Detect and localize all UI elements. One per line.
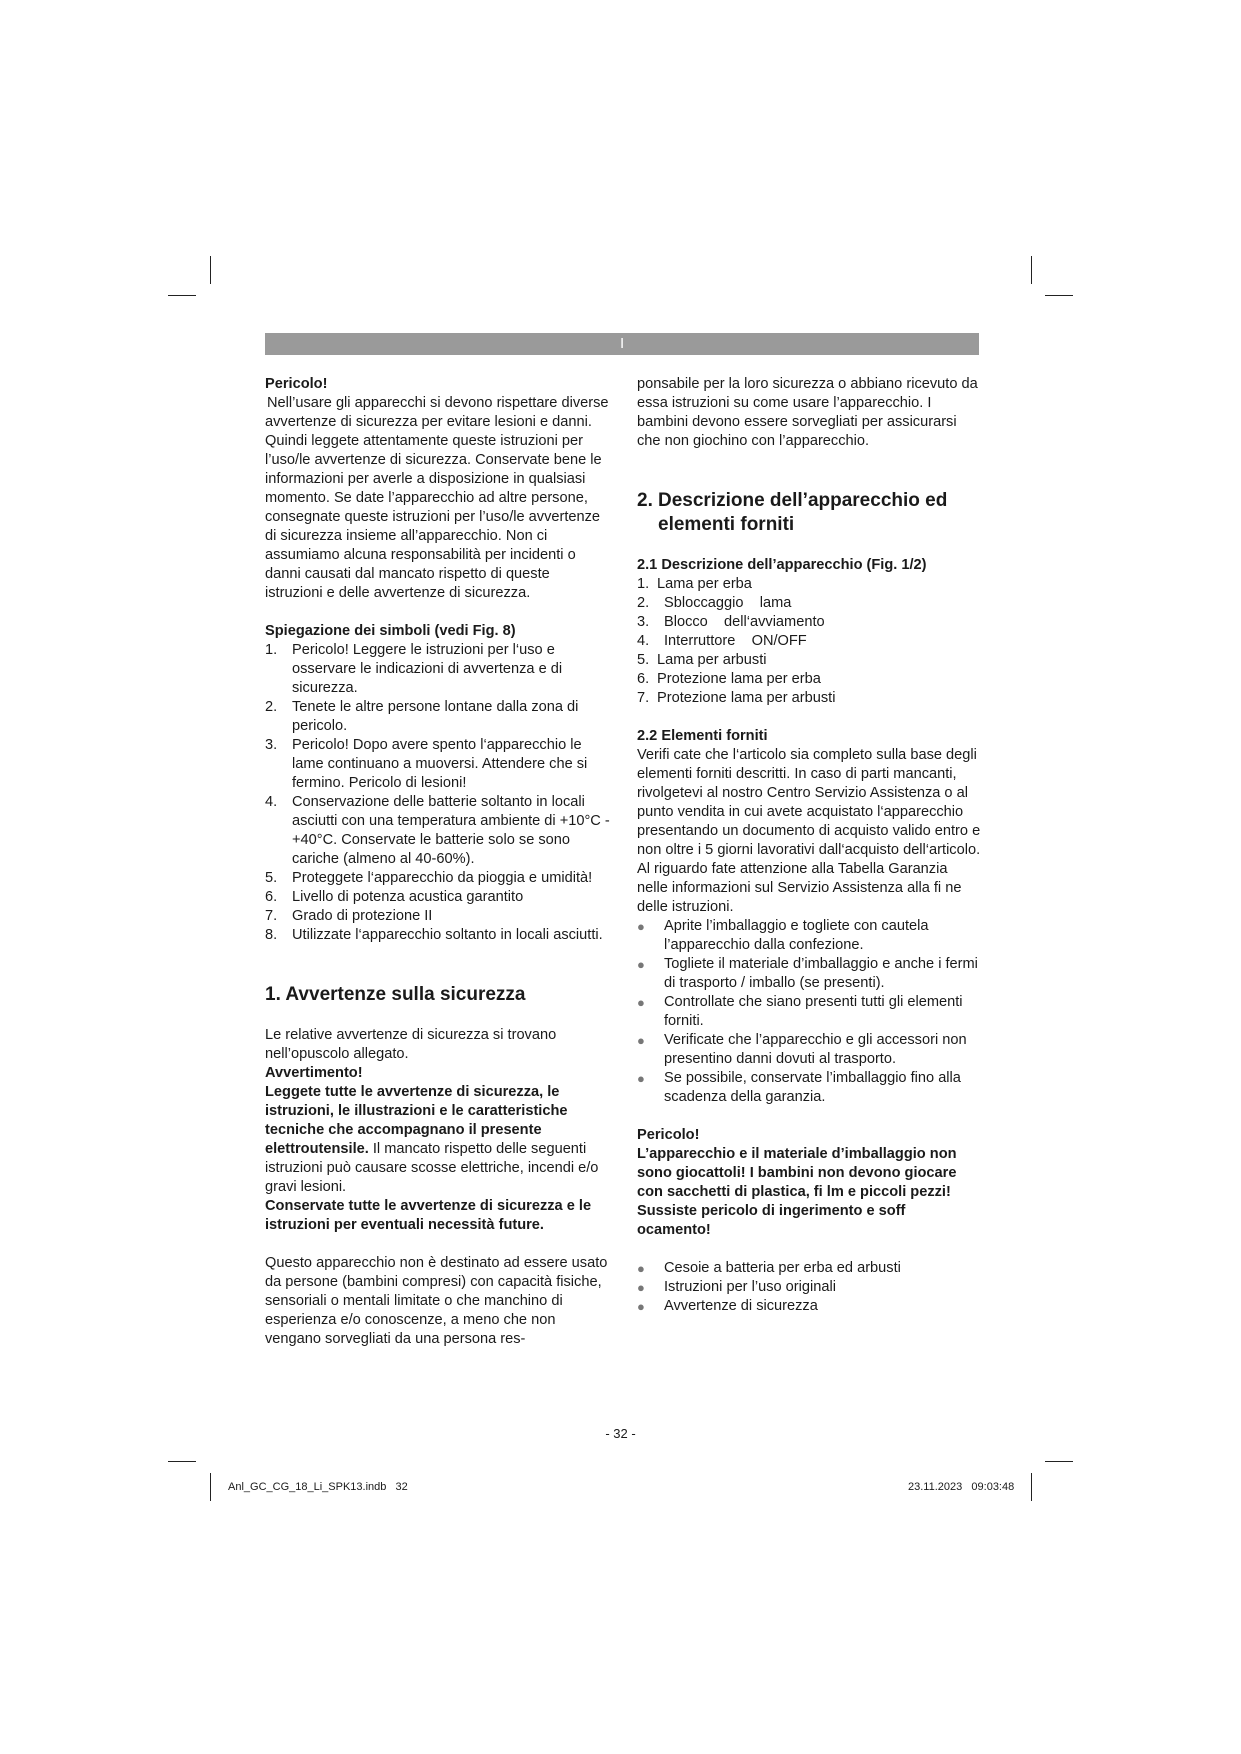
list-item: 5. Lama per arbusti	[637, 652, 767, 668]
crop-mark	[1045, 295, 1073, 296]
symbols-list	[265, 641, 610, 945]
left-column	[265, 375, 610, 1349]
list-item: ● Cesoie a batteria per erba ed arbusti	[637, 1260, 901, 1276]
section1-heading: 1. Avvertenze sulla sicurezza	[265, 984, 526, 1005]
print-slug-file: Anl_GC_CG_18_Li_SPK13.indb 32	[228, 1481, 408, 1493]
list-item: ● Istruzioni per l’uso originali	[637, 1279, 836, 1295]
crop-mark	[210, 1473, 211, 1501]
list-item: 3. Blocco dell‘avviamento	[637, 614, 825, 630]
list-item: 7. Protezione lama per arbusti	[637, 690, 836, 706]
warning-title: Avvertimento!	[265, 1065, 363, 1081]
list-item: ● Aprite l’imballaggio e togliete con cautela l’apparecchio dalla confezione.	[637, 918, 929, 953]
danger-title: Pericolo!	[265, 376, 328, 392]
list-item: 2. Tenete le altre persone lontane dalla zona di pericolo.	[265, 699, 579, 734]
crop-mark	[1045, 1461, 1073, 1462]
section2-heading: 2. Descrizione dell’apparecchio ed elementi forniti	[637, 490, 948, 535]
list-item: 6. Protezione lama per erba	[637, 671, 821, 687]
sub21-title: 2.1 Descrizione dell’apparecchio (Fig. 1/2)	[637, 557, 927, 573]
language-tab: I	[620, 335, 625, 352]
sub22-text: Verifi cate che l‘articolo sia completo sulla base degli elementi forniti descritti. In caso di parti mancanti, rivolgetevi al nostro Centro Servizio Assistenza o al punto vendita in cui avete acquistato l‘apparecchio presentando un documento di acquisto valido entro e non oltre i 5 giorni lavorativi dall‘acquisto dell‘articolo. Al riguardo fate attenzione alla Tabella Garanzia nelle informazioni sul Servizio Assistenza alla fi ne delle istruzioni.	[637, 747, 981, 915]
danger-text: Nell’usare gli apparecchi si devono rispettare diverse avvertenze di sicurezza per evitare lesioni e danni. Quindi leggete attentamente queste istruzioni per l’uso/le avvertenze di sicurezza. Conservate bene le informazioni per averle a disposizione in qualsiasi momento. Se date l’apparecchio ad altre persone, consegnate queste istruzioni per l’uso/le avvertenze di sicurezza insieme all’apparecchio. Non ci assumiamo alcuna responsabilità per incidenti o danni causati dal mancato rispetto di queste istruzioni e delle avvertenze di sicurezza.	[265, 395, 609, 601]
crop-mark	[1031, 1473, 1032, 1501]
list-item: ● Controllate che siano presenti tutti gli elementi forniti.	[637, 994, 963, 1029]
list-item: ● Togliete il materiale d’imballaggio e anche i fermi di trasporto / imballo (se presenti).	[637, 956, 978, 991]
page-number: - 32 -	[605, 1426, 636, 1441]
bullet-icon: ●	[637, 919, 645, 934]
list-item: 6. Livello di potenza acustica garantito	[265, 889, 524, 905]
bullet-icon: ●	[637, 1261, 645, 1276]
list-item: 1. Pericolo! Leggere le istruzioni per l‘uso e osservare le indicazioni di avvertenza e di sicurezza.	[265, 642, 563, 696]
right-column	[637, 375, 982, 1316]
danger2-title: Pericolo!	[637, 1127, 700, 1143]
crop-mark	[210, 256, 211, 284]
list-item: 4. Interruttore ON/OFF	[637, 633, 807, 649]
list-item: ● Verificate che l’apparecchio e gli accessori non presentino danni dovuti al trasporto.	[637, 1032, 967, 1067]
bullet-icon: ●	[637, 1280, 645, 1295]
parts-list	[637, 575, 982, 708]
danger2-text: L’apparecchio e il materiale d’imballaggio non sono giocattoli! I bambini non devono giocare con sacchetti di plastica, fi lm e piccoli pezzi! Sussiste pericolo di ingerimento e soff ocamento!	[637, 1146, 957, 1238]
bullet-icon: ●	[637, 1299, 645, 1314]
warning-text: Leggete tutte le avvertenze di sicurezza, le istruzioni, le illustrazioni e le caratteristiche tecniche che accompagnano il presente elettroutensile. Il mancato rispetto delle seguenti istruzioni può causare scosse elettriche, incendi e/o gravi lesioni.	[265, 1084, 599, 1195]
crop-mark	[1031, 256, 1032, 284]
print-slug-date: 23.11.2023 09:03:48	[908, 1481, 1015, 1493]
list-item: 4. Conservazione delle batterie soltanto in locali asciutti con una temperatura ambiente di +10°C - +40°C. Conservate le batterie solo se sono cariche (almeno al 40-60%).	[265, 794, 610, 867]
crop-mark	[168, 1461, 196, 1462]
bullet-icon: ●	[637, 1071, 645, 1086]
list-item: 8. Utilizzate l‘apparecchio soltanto in locali asciutti.	[265, 927, 603, 943]
language-header-bar	[265, 333, 979, 355]
list-item: ● Avvertenze di sicurezza	[637, 1298, 818, 1314]
list-item: ● Se possibile, conservate l’imballaggio fino alla scadenza della garanzia.	[637, 1070, 961, 1105]
list-item: 1. Lama per erba	[637, 576, 752, 592]
list-item: 5. Proteggete l‘apparecchio da pioggia e umidità!	[265, 870, 593, 886]
list-item: 7. Grado di protezione II	[265, 908, 433, 924]
list-item: 3. Pericolo! Dopo avere spento l‘apparecchio le lame continuano a muoversi. Attendere che si fermino. Pericolo di lesioni!	[265, 737, 588, 791]
bullet-icon: ●	[637, 995, 645, 1010]
sub22-title: 2.2 Elementi forniti	[637, 728, 768, 744]
bullet-icon: ●	[637, 1033, 645, 1048]
children-text-continued: ponsabile per la loro sicurezza o abbiano ricevuto da essa istruzioni su come usare l’apparecchio. I bambini devono essere sorvegliati per assicurarsi che non giochino con l’apparecchio.	[637, 376, 978, 449]
symbols-title: Spiegazione dei simboli (vedi Fig. 8)	[265, 623, 516, 639]
section1-intro: Le relative avvertenze di sicurezza si trovano nell’opuscolo allegato.	[265, 1027, 557, 1062]
unpack-steps-list	[637, 917, 982, 1107]
contents-list	[637, 1259, 982, 1316]
bullet-icon: ●	[637, 957, 645, 972]
children-text: Questo apparecchio non è destinato ad essere usato da persone (bambini compresi) con capacità fisiche, sensoriali o mentali limitate o che manchino di esperienza e/o conoscenze, a meno che non vengano sorvegliati da una persona res-	[265, 1255, 608, 1347]
keep-instructions-text: Conservate tutte le avvertenze di sicurezza e le istruzioni per eventuali necessità future.	[265, 1198, 592, 1233]
list-item: 2. Sbloccaggio lama	[637, 595, 792, 611]
crop-mark	[168, 295, 196, 296]
